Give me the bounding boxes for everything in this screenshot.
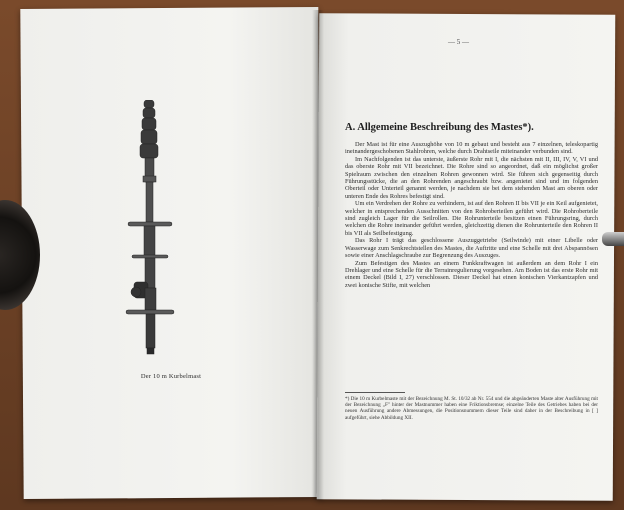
mast-flange (128, 222, 172, 226)
pen-object (602, 232, 624, 246)
paragraph: Um ein Verdrehen der Rohre zu verhindern, ist auf den Rohren II bis VII je ein Keil aufgenietet, welcher in entsprechenden Ausschnitten von den Rohroberteilen geführt wird. Die Rohroberteile sind zugleich Lager für die Seilrollen. Die Rohrunterteile besitzen einen Führungsring, durch welchen die Rohre ineinander geführt werden, gleichzeitig dienen die Rohrunterteile den Rohren II bis VII als Seilbefestigung. (345, 200, 598, 237)
mast-top-pulley (144, 100, 154, 108)
paragraph: Das Rohr I trägt das geschlossene Auszuggetriebe (Seilwinde) mit einer Libelle oder Wasserwage zum Senkrechtstellen des Mastes, die Auftritte und eine Schelle mit drei Abspannösen sowie einer Anschlagschraube zur Begrenzung des Auszuges. (345, 237, 598, 260)
section-heading: A. Allgemeine Beschreibung des Mastes*). (345, 122, 534, 133)
body-text (345, 141, 598, 289)
paragraph: Zum Befestigen des Mastes an einem Funkkraftwagen ist außerdem an dem Rohr I ein Drehlager und eine Schelle für die Terrainregulierung vorgesehen. Am Boden ist das erste Rohr mit einem Deckel (Bild I, 27) verschlossen. Dieser Deckel hat einen konischen Vierkantzapfen und zwei konische Stifte, mit welchen (345, 259, 598, 289)
mast-photo (110, 100, 190, 360)
paragraph: Der Mast ist für eine Auszughöhe von 10 m gebaut und besteht aus 7 einzelnen, teleskopartig ineinandergeschobenen Stahlrohren, welche durch Drahtseile miteinander verbunden sind. (345, 141, 598, 156)
footnote-divider (345, 392, 405, 393)
book-gutter (312, 10, 324, 500)
footnote: *) Die 10 m Kurbelmaste mit der Bezeichnung M. St. 10/32 ab Nr. 554 und die abgeänderten Maste alter Ausführung mit der Bezeichnung „F" hinter der Mastnummer haben eine Friktionsbremse; einzelne Teile des Getriebes haben bei der neuen Ausführung andere Abmessungen, die Positionsnummern dieser Teile sind daher in der Beschreibung in [ ] aufgeführt, siehe Abbildung XII. (345, 396, 598, 421)
page-number: — 5 — (448, 38, 469, 46)
paragraph: Im Nachfolgenden ist das unterste, äußerste Rohr mit I, die nächsten mit II, III, IV, V, VI und das oberste Rohr mit VII bezeichnet. Die Rohre sind so angeordnet, daß ein möglichst großer Spielraum zwischen den einzelnen Rohren gewonnen wird. Sie führen sich gegenseitig durch Führungsstücke, die an den Rohrenden angeschraubt bzw. angenietet sind und im folgenden Oberteil oder Unterteil genannt werden, je nachdem sie bei dem stehenden Mast am oberen oder unteren Ende des Rohres befestigt sind. (345, 155, 598, 200)
figure-caption: Der 10 m Kurbelmast (140, 373, 202, 380)
